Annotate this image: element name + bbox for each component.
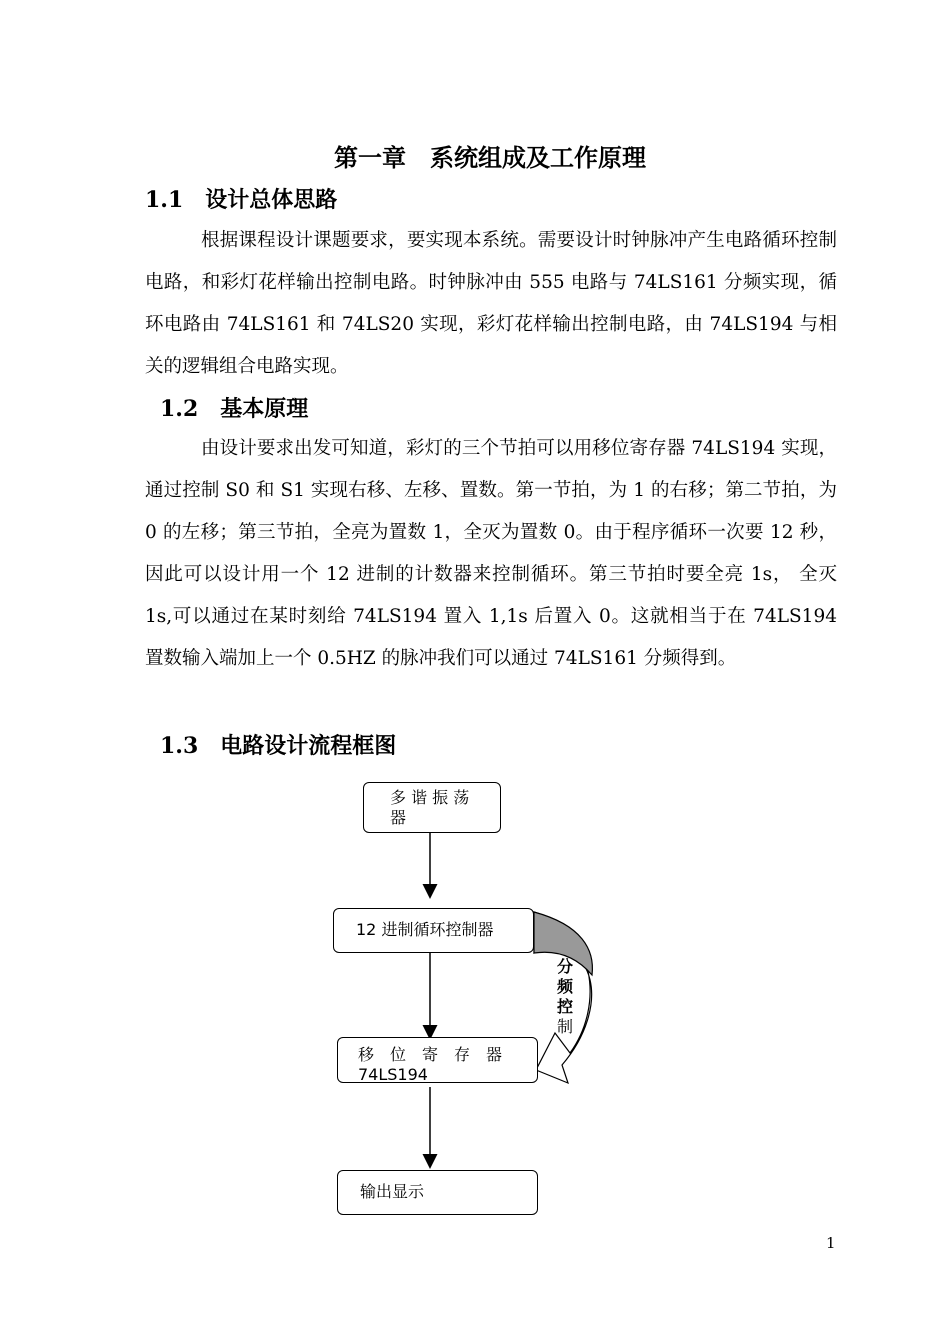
box-counter — [333, 908, 534, 953]
side-label-char-2: 频 — [557, 977, 574, 996]
circuit-flowchart — [320, 775, 620, 1225]
box-output-label: 输出显示 — [360, 1182, 425, 1201]
box-output-display — [337, 1170, 538, 1215]
section-paragraph-1-1: 根据课程设计课题要求，要实现本系统。需要设计时钟脉冲产生电路循环控制电路，和彩灯花样输出控制电路。时钟脉冲由 555 电路与 74LS161 分频实现，循环电路由 74LS161 和 74LS20 实现，彩灯花样输出控制电路，由 74LS194 与相关的逻辑组合电路实现。 — [145, 230, 837, 377]
side-label-char-4: 制 — [557, 1017, 574, 1036]
box-shift-line1: 移 位 寄 存 器 — [358, 1045, 503, 1064]
side-label-frequency-control — [557, 957, 577, 1037]
box-oscillator — [363, 782, 501, 833]
box-oscillator-line1: 多 谐 振 荡 — [390, 788, 470, 807]
section-heading-1-2: 1.2 基本原理 — [160, 396, 309, 422]
side-label-char-1: 分 — [557, 957, 574, 976]
box-shift-register — [337, 1037, 538, 1083]
page-number: 1 — [826, 1234, 836, 1252]
section-paragraph-1-2: 由设计要求出发可知道，彩灯的三个节拍可以用移位寄存器 74LS194 实现，通过控制 S0 和 S1 实现右移、左移、置数。第一节拍，为 1 的右移；第二节拍，为 0 的左移；第三节拍，全亮为置数 1，全灭为置数 0。由于程序循环一次要 12 秒，因此可以设计用一个 12 进制的计数器来控制循环。第三节拍时要全亮 1s， 全灭 1s,可以通过在某时刻给 74LS194 置入 1,1s 后置入 0。这就相当于在 74LS194 置数输入端加上一个 0.5HZ 的脉冲我们可以通过 74LS161 分频得到。 — [145, 438, 837, 669]
box-counter-label: 12 进制循环控制器 — [356, 920, 494, 939]
side-label-char-3: 控 — [557, 997, 574, 1016]
section-heading-1-3: 1.3 电路设计流程框图 — [160, 733, 397, 759]
section-heading-1-1: 1.1 设计总体思路 — [145, 187, 338, 213]
box-oscillator-line2: 器 — [390, 808, 407, 827]
box-shift-line2: 74LS194 — [358, 1065, 428, 1084]
chapter-title: 第一章 系统组成及工作原理 — [334, 143, 646, 172]
